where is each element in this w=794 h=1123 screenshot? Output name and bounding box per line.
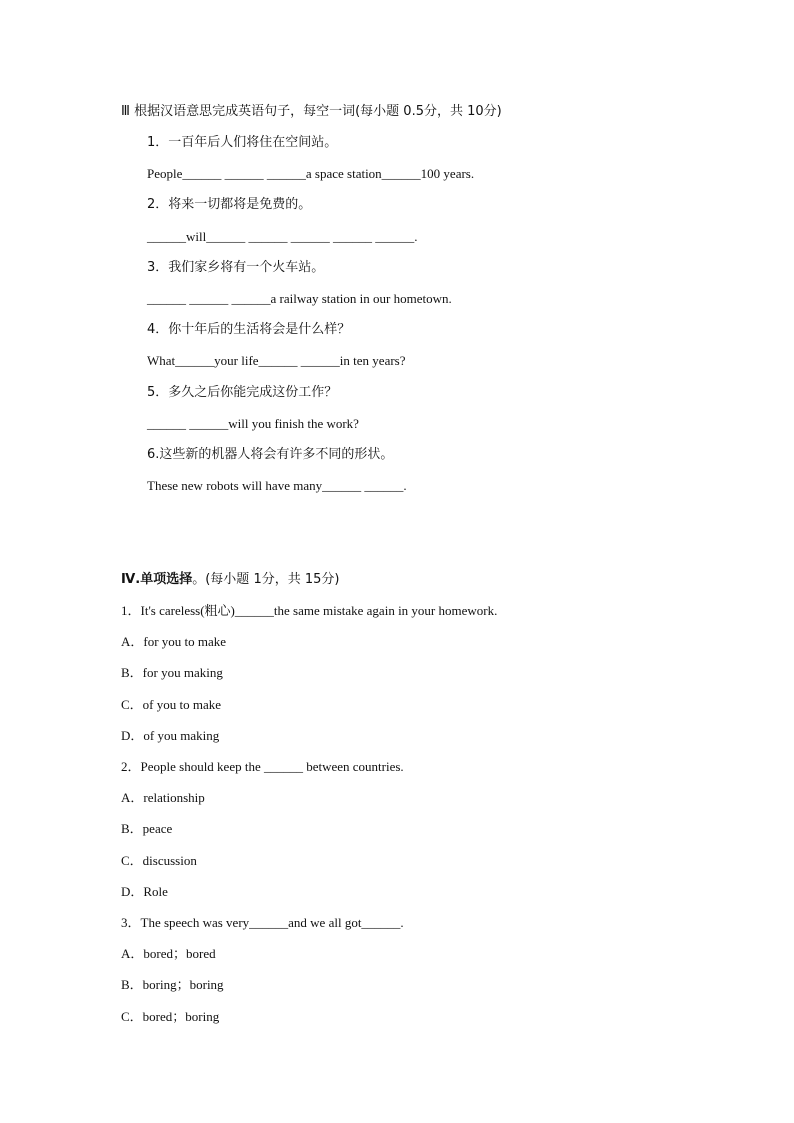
mc-q2-option-c: C．discussion xyxy=(121,853,197,868)
section-4-title-rest: 。(每小题 1分，共 15分) xyxy=(192,572,340,587)
mc-q2-stem: 2．People should keep the ______ between countries. xyxy=(121,759,404,774)
mc-q1-stem: 1．It's careless(粗心)______the same mistake again in your homework. xyxy=(121,603,498,618)
section-4-title xyxy=(121,571,339,589)
sec3-q1-english: People______ ______ ______a space station______100 years. xyxy=(147,166,475,181)
sec3-q4-english: What______your life______ ______in ten years? xyxy=(147,353,406,368)
mc-q1-option-c: C．of you to make xyxy=(121,697,222,712)
section-3-title: Ⅲ 根据汉语意思完成英语句子，每空一词(每小题 0.5分，共 10分) xyxy=(121,104,502,119)
mc-q3-stem: 3．The speech was very______and we all got______. xyxy=(121,915,404,930)
mc-q1-option-d: D．of you making xyxy=(121,728,220,743)
mc-q1-option-b: B．for you making xyxy=(121,665,223,680)
sec3-q3-english: ______ ______ ______a railway station in our hometown. xyxy=(147,291,452,306)
mc-q2-option-b: B．peace xyxy=(121,821,173,836)
sec3-q2-english: ______will______ ______ ______ ______ ______. xyxy=(147,229,418,244)
sec3-q5-chinese: 5．多久之后你能完成这份工作？ xyxy=(147,385,338,400)
sec3-q5-english: ______ ______will you finish the work? xyxy=(147,416,359,431)
mc-q3-option-a: A．bored；bored xyxy=(121,946,216,961)
mc-q3-option-c: C．bored；boring xyxy=(121,1009,220,1024)
sec3-q3-chinese: 3．我们家乡将有一个火车站。 xyxy=(147,260,325,275)
sec3-q4-chinese: 4．你十年后的生活将会是什么样？ xyxy=(147,322,351,337)
mc-q2-option-a: A．relationship xyxy=(121,790,205,805)
sec3-q1-chinese: 1．一百年后人们将住在空间站。 xyxy=(147,135,338,150)
mc-q2-option-d: D．Role xyxy=(121,884,168,899)
mc-q3-option-b: B．boring；boring xyxy=(121,977,224,992)
sec3-q2-chinese: 2．将来一切都将是免费的。 xyxy=(147,197,312,212)
mc-q1-option-a: A．for you to make xyxy=(121,634,227,649)
sec3-q6-chinese: 6.这些新的机器人将会有许多不同的形状。 xyxy=(147,447,394,462)
sec3-q6-english: These new robots will have many______ ______. xyxy=(147,478,407,493)
section-4-title-bold: Ⅳ.单项选择 xyxy=(121,572,193,587)
